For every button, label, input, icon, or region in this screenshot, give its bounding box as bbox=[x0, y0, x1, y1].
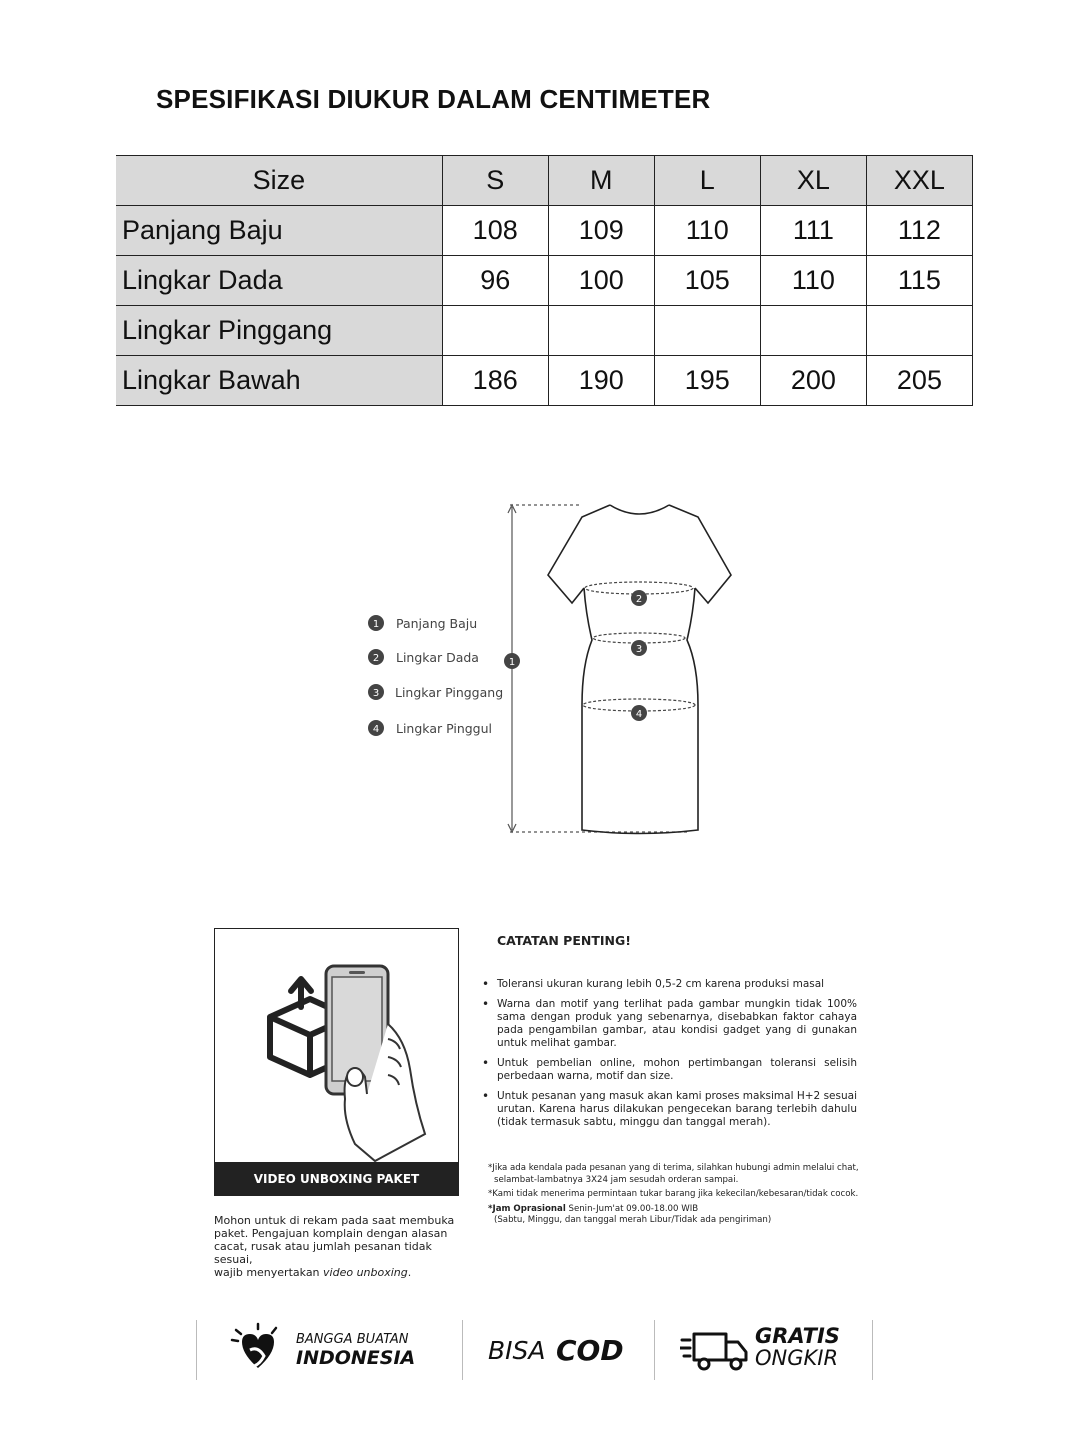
row-label: Lingkar Bawah bbox=[116, 356, 442, 406]
table-header-cell: M bbox=[548, 156, 654, 206]
legend-label: Lingkar Pinggang bbox=[395, 685, 504, 700]
table-header-cell: XL bbox=[760, 156, 866, 206]
legend-item-4 bbox=[368, 720, 492, 736]
fine-print: *Jika ada kendala pada pesanan yang di terima, silahkan hubungi admin melalui chat, selambat-lambatnya 3X24 jam sesudah orderan sampai. *Kami tidak menerima permintaan tukar barang jika kekecilan/kebesaran/tidak cocok. *Jam Oprasional Senin-Jum'at 09.00-18.00 WIB (Sabtu, Minggu, dan tanggal merah Libur/Tidak ada pengiriman) bbox=[488, 1163, 859, 1225]
table-header-cell: S bbox=[442, 156, 548, 206]
svg-text:1: 1 bbox=[508, 657, 516, 668]
row-label: Lingkar Pinggang bbox=[116, 306, 442, 356]
table-cell bbox=[760, 306, 866, 356]
video-unboxing-note: Mohon untuk di rekam pada saat membuka paket. Pengajuan komplain dengan alasan cacat, rusak atau jumlah pesanan tidak sesuai, wajib menyertakan video unboxing. bbox=[214, 1214, 455, 1279]
delivery-truck-icon bbox=[680, 1328, 750, 1374]
svg-text:4: 4 bbox=[635, 709, 643, 720]
table-row bbox=[116, 206, 973, 256]
table-cell: 111 bbox=[760, 206, 866, 256]
svg-text:3: 3 bbox=[372, 688, 380, 699]
notes-list bbox=[482, 978, 857, 1129]
table-cell: 195 bbox=[654, 356, 760, 406]
divider bbox=[196, 1320, 197, 1380]
table-cell: 110 bbox=[760, 256, 866, 306]
table-row bbox=[116, 306, 973, 356]
legend-label: Lingkar Dada bbox=[396, 650, 479, 665]
table-cell: 190 bbox=[548, 356, 654, 406]
divider bbox=[872, 1320, 873, 1380]
row-label: Panjang Baju bbox=[116, 206, 442, 256]
video-unboxing-section bbox=[214, 928, 459, 1279]
table-cell: 200 bbox=[760, 356, 866, 406]
table-cell bbox=[442, 306, 548, 356]
phone-unboxing-icon bbox=[215, 929, 460, 1164]
table-cell bbox=[866, 306, 972, 356]
table-cell: 186 bbox=[442, 356, 548, 406]
length-dimension-line bbox=[508, 505, 690, 832]
table-cell: 100 bbox=[548, 256, 654, 306]
table-cell: 109 bbox=[548, 206, 654, 256]
legend-label: Lingkar Pinggul bbox=[396, 721, 493, 736]
table-cell: 108 bbox=[442, 206, 548, 256]
size-table bbox=[116, 155, 973, 406]
row-label: Lingkar Dada bbox=[116, 256, 442, 306]
divider bbox=[654, 1320, 655, 1380]
table-header-cell: Size bbox=[116, 156, 442, 206]
table-cell: 205 bbox=[866, 356, 972, 406]
svg-text:3: 3 bbox=[635, 644, 643, 655]
table-cell: 96 bbox=[442, 256, 548, 306]
list-item: • Warna dan motif yang terlihat pada gambar mungkin tidak 100% sama dengan produk yang sebenarnya, disebabkan faktor cahaya pada pengambilan gambar, atau kondisi gadget yang di gunakan untuk melihat gambar. bbox=[482, 998, 857, 1050]
legend-item-1 bbox=[368, 615, 477, 631]
video-unboxing-label: VIDEO UNBOXING PAKET bbox=[215, 1162, 458, 1195]
svg-text:4: 4 bbox=[372, 724, 380, 735]
notes-title: CATATAN PENTING! bbox=[497, 933, 631, 948]
dress-measurement-diagram bbox=[360, 495, 740, 840]
table-cell bbox=[548, 306, 654, 356]
legend-item-3 bbox=[368, 684, 503, 700]
svg-text:2: 2 bbox=[635, 594, 643, 605]
table-header-row bbox=[116, 156, 973, 206]
list-item: • Untuk pesanan yang masuk akan kami proses maksimal H+2 sesuai urutan. Karena harus dilakukan pengecekan barang terlebih dahulu (tidak termasuk sabtu, minggu dan tanggal merah). bbox=[482, 1090, 857, 1129]
heart-hand-icon bbox=[228, 1320, 288, 1380]
legend-label: Panjang Baju bbox=[396, 616, 478, 631]
table-cell: 115 bbox=[866, 256, 972, 306]
table-header-cell: XXL bbox=[866, 156, 972, 206]
list-item: • Untuk pembelian online, mohon pertimbangan toleransi selisih perbedaan warna, motif dan size. bbox=[482, 1057, 857, 1083]
table-row bbox=[116, 356, 973, 406]
page-title: SPESIFIKASI DIUKUR DALAM CENTIMETER bbox=[156, 84, 711, 114]
svg-text:2: 2 bbox=[372, 653, 380, 664]
table-cell: 110 bbox=[654, 206, 760, 256]
divider bbox=[462, 1320, 463, 1380]
svg-text:1: 1 bbox=[372, 619, 380, 630]
footer-badges: BANGGA BUATAN INDONESIA BISA COD GRATIS ONGKIR bbox=[196, 1318, 873, 1382]
video-unboxing-box bbox=[214, 928, 459, 1196]
important-notes-section bbox=[482, 933, 857, 1227]
table-cell: 112 bbox=[866, 206, 972, 256]
table-cell: 105 bbox=[654, 256, 760, 306]
legend-item-2 bbox=[368, 649, 479, 665]
dress-outline-icon bbox=[548, 505, 731, 834]
table-header-cell: L bbox=[654, 156, 760, 206]
list-item: • Toleransi ukuran kurang lebih 0,5-2 cm karena produksi masal bbox=[482, 978, 857, 991]
table-cell bbox=[654, 306, 760, 356]
table-row bbox=[116, 256, 973, 306]
